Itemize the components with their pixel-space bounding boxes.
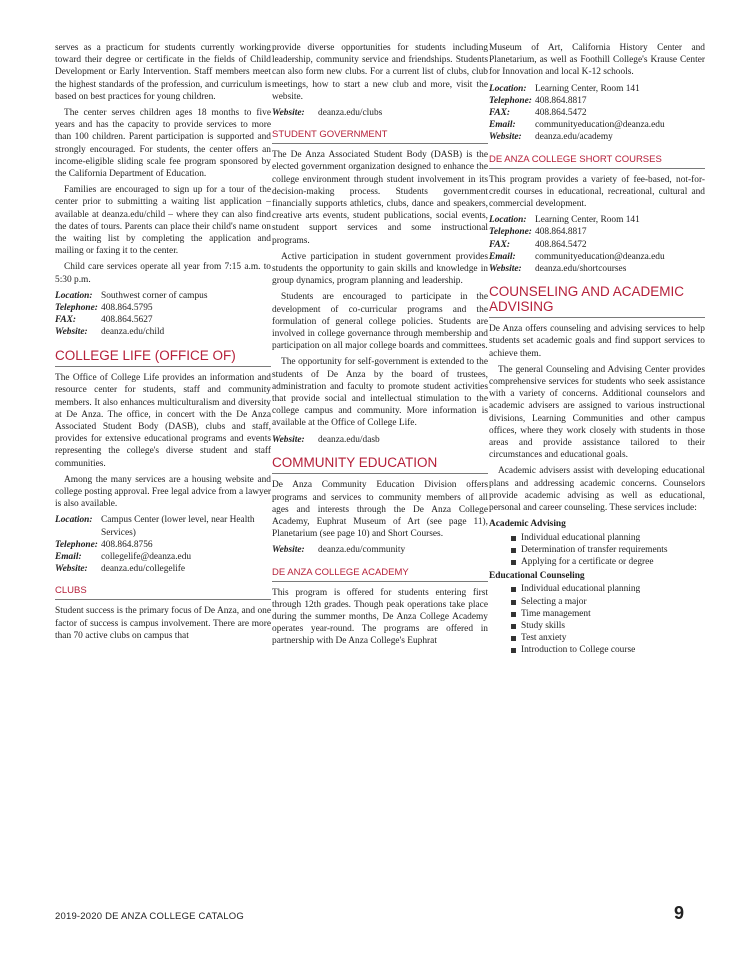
paragraph: De Anza offers counseling and advising services to help students set academic goals and find support services to achieve them.: [489, 324, 705, 359]
contact-row: Website: deanza.edu/clubs: [272, 108, 383, 119]
column-1: [55, 42, 271, 646]
contact-row: FAX: 408.864.5472: [489, 239, 587, 250]
page-number: 9: [674, 903, 685, 923]
contact-block-child-center: [55, 290, 271, 339]
paragraph: The Office of College Life provides an information and resource center for students, staff and community members. It also enhances multiculturalism and diversity at De Anza. The office, in concert with the De Anza Associated Student Body (DASB), clubs and staff, provides for extensive educational programs and events representing the college's diverse student and staff communities.: [55, 373, 271, 469]
paragraph: The general Counseling and Advising Center provides comprehensive services for students who seek assistance with a variety of concerns. Additional counselors and academic advisers are assigned to various instructional divisions, Learning Communities and other campus offices, where they work closely with students in those areas and provide assistance tailored to their circumstances and educational goals.: [489, 364, 705, 461]
contact-block-community: [272, 544, 488, 556]
list-item: Introduction to College course: [511, 644, 705, 656]
contact-row: Website: deanza.edu/academy: [489, 132, 613, 143]
paragraph: Student success is the primary focus of De Anza, and one factor of success is campus involvement. There are more than 70 active clubs on campus that: [55, 606, 271, 641]
contact-block-academy: [489, 83, 705, 144]
paragraph: serves as a practicum for students currently working toward their degree or certificate in the fields of Child Development or Early Intervention. Staff members meet the highest standards of the profession, and curriculum is based on best practices for young children.: [55, 43, 271, 102]
contact-row: Location: Learning Center, Room 141: [489, 215, 640, 226]
footer-catalog-title: 2019-2020 DE ANZA COLLEGE CATALOG: [55, 911, 244, 922]
contact-row: Location: Campus Center (lower level, near Health Services): [55, 515, 255, 538]
contact-row: Website: deanza.edu/community: [272, 545, 406, 556]
heading-short-courses: DE ANZA COLLEGE SHORT COURSES: [489, 154, 705, 169]
column-2: [272, 42, 488, 652]
paragraph: This program is offered for students entering first through 12th grades. Though peak operations take place during the summer months, De Anza College Academy operates year-round. The programs are offered in partnership with De Anza College's Euphrat: [272, 587, 488, 647]
list-item: Test anxiety: [511, 632, 705, 644]
paragraph: provide diverse opportunities for students including leadership, community service and friendships. Students can also form new clubs. For a current list of clubs, club meetings, how to start a new club and more, visit the website.: [272, 43, 488, 102]
paragraph: Families are encouraged to sign up for a tour of the center prior to submitting a waiting list application – available at deanza.edu/child – where they can also find the dates of tours. Parents can place their child's name on the waiting list by completing the application and mailing or faxing it to the center.: [55, 185, 271, 257]
contact-row: Telephone: 408.864.5795: [55, 303, 153, 314]
list-item: Study skills: [511, 620, 705, 632]
list-item: Individual educational planning: [511, 532, 705, 544]
paragraph: De Anza Community Education Division offers programs and services to community members of all ages and interests through the De Anza College Academy, Euphrat Museum of Art (see page 11), Planetarium (see page 10) and Short Courses.: [272, 480, 488, 540]
list-educational-counseling: [489, 583, 705, 656]
column-3: [489, 42, 705, 659]
contact-row: Telephone: 408.864.8817: [489, 95, 587, 106]
paragraph: Active participation in student government provides students the opportunity to gain skills and knowledge in group dynamics, program planning and leadership.: [272, 251, 488, 287]
list-item: Determination of transfer requirements: [511, 544, 705, 556]
contact-block-short-courses: [489, 214, 705, 275]
heading-community-education: COMMUNITY EDUCATION: [272, 456, 488, 475]
subheading-educational-counseling: Educational Counseling: [489, 571, 585, 582]
contact-row: Website: deanza.edu/dasb: [272, 434, 380, 445]
paragraph: The opportunity for self-government is extended to the students of De Anza by the board of trustees, administration and faculty to promote student activities that provide social and intellectual stimulation to the college campus and community. More information is available at the Office of College Life.: [272, 357, 488, 429]
paragraph: This program provides a variety of fee-based, not-for-credit courses in educational, recreational, cultural and commercial development.: [489, 174, 705, 210]
contact-row: Email: collegelife@deanza.edu: [55, 552, 192, 563]
contact-row: Email: communityeducation@deanza.edu: [489, 120, 665, 131]
paragraph: Child care services operate all year from 7:15 a.m. to 5:30 p.m.: [55, 262, 271, 285]
paragraph: Students are encouraged to participate in the development of co-curricular programs and the formulation of general college policies. Students are involved in college governance through membership and participation on all major college boards and committees.: [272, 292, 488, 352]
contact-block-college-life: [55, 514, 271, 575]
heading-clubs: CLUBS: [55, 585, 271, 600]
contact-block-dasb: [272, 434, 488, 446]
paragraph: Academic advisers assist with developing educational plans and addressing academic concerns. Counselors provide academic advising as well as educational, personal and career counseling. These services include:: [489, 466, 705, 514]
contact-block-clubs: [272, 107, 488, 119]
list-academic-advising: [489, 532, 705, 569]
contact-row: Website: deanza.edu/child: [55, 327, 165, 338]
heading-college-life: COLLEGE LIFE (OFFICE OF): [55, 349, 271, 368]
contact-row: Telephone: 408.864.8817: [489, 227, 587, 238]
contact-row: Telephone: 408.864.8756: [55, 539, 153, 550]
contact-row: Website: deanza.edu/collegelife: [55, 564, 186, 575]
list-item: Selecting a major: [511, 596, 705, 608]
contact-row: Website: deanza.edu/shortcourses: [489, 264, 627, 275]
list-item: Time management: [511, 608, 705, 620]
contact-row: FAX: 408.864.5627: [55, 315, 153, 326]
contact-row: FAX: 408.864.5472: [489, 108, 587, 119]
contact-row: Location: Southwest corner of campus: [55, 290, 208, 301]
list-item: Applying for a certificate or degree: [511, 556, 705, 568]
contact-row: Email: communityeducation@deanza.edu: [489, 251, 665, 262]
heading-de-anza-academy: DE ANZA COLLEGE ACADEMY: [272, 567, 488, 582]
paragraph: The center serves children ages 18 months to five years and has the capacity to provide services to more than 100 children. Parent participation is supported and strongly encouraged. For students, the center offers an income-eligible sliding scale fee program sponsored by the California Department of Education.: [55, 108, 271, 180]
heading-student-government: STUDENT GOVERNMENT: [272, 129, 488, 144]
subheading-academic-advising: Academic Advising: [489, 519, 566, 530]
paragraph: Among the many services are a housing website and college posting approval. Free legal advice from a lawyer is also available.: [55, 474, 271, 510]
list-item: Individual educational planning: [511, 583, 705, 595]
heading-counseling: COUNSELING AND ACADEMIC ADVISING: [489, 285, 705, 318]
paragraph: Museum of Art, California History Center and Planetarium, as well as Foothill College's Krause Center for Innovation and local K-12 schools.: [489, 43, 705, 78]
paragraph: The De Anza Associated Student Body (DASB) is the elected government organization designed to enhance the college environment through student involvement in its decision-making process. Students government financially supports athletics, clubs, dance and speakers, creative arts events, student publications, social events, student support services and some instructional programs.: [272, 150, 488, 246]
contact-row: Location: Learning Center, Room 141: [489, 83, 640, 94]
